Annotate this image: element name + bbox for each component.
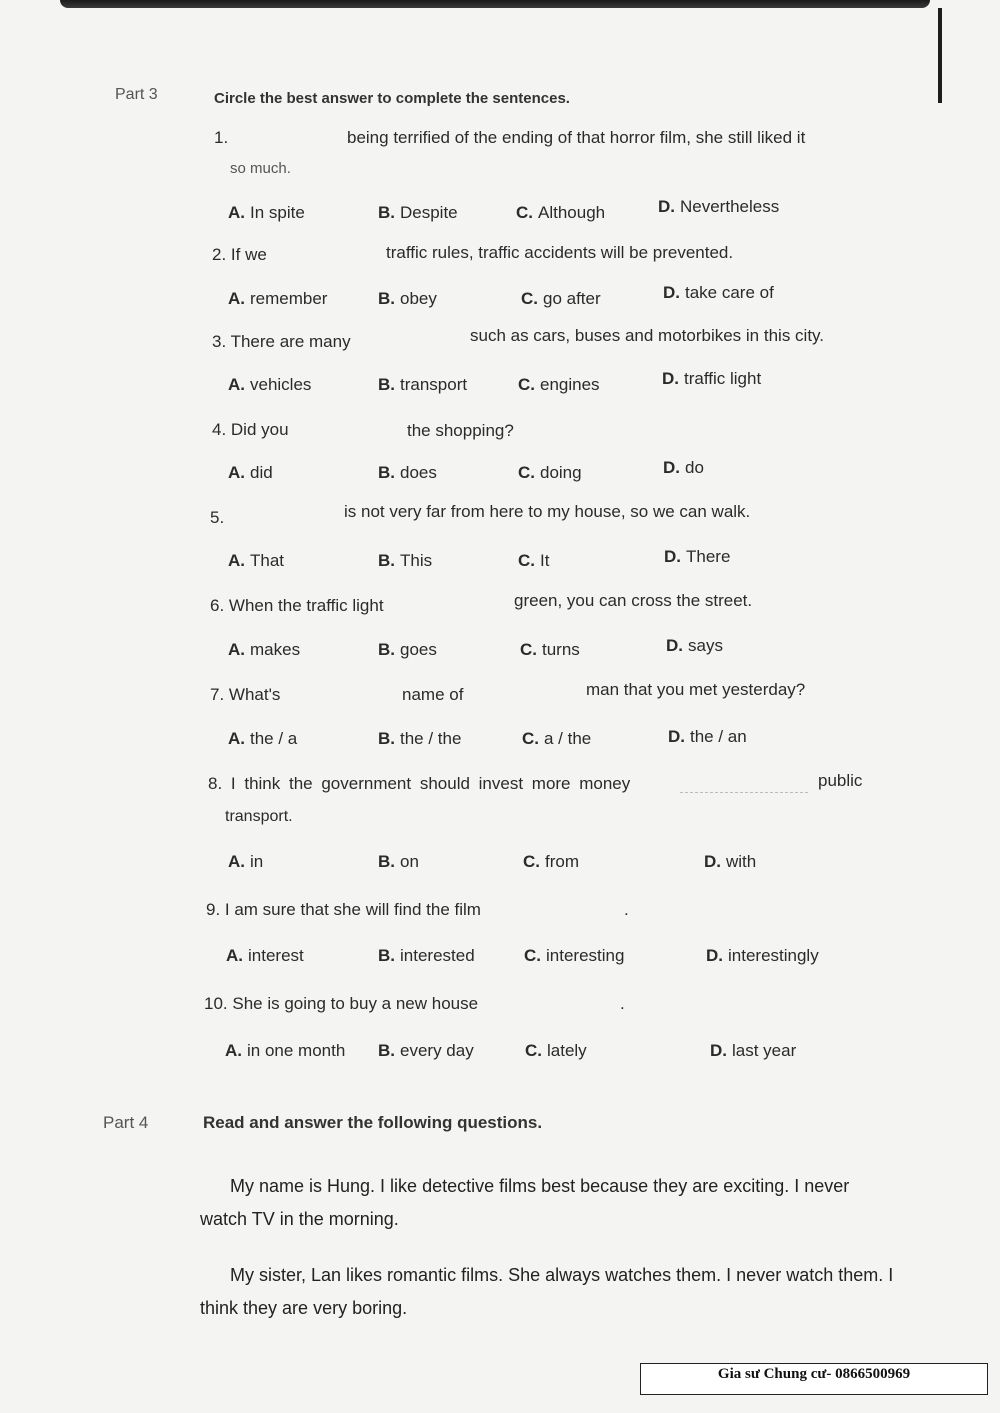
q9-option-c[interactable]: C. interesting <box>524 946 625 965</box>
q3-text-start: 3. There are many <box>212 332 351 351</box>
q6-option-c[interactable]: C. turns <box>520 640 580 659</box>
q5-options <box>228 547 868 575</box>
q8-option-d[interactable]: D. with <box>704 852 757 871</box>
q3-text-end: such as cars, buses and motorbikes in this city. <box>470 326 825 345</box>
q10-option-c[interactable]: C. lately <box>525 1041 587 1060</box>
q6-option-a[interactable]: A. makes <box>228 640 301 659</box>
footer-watermark-box <box>640 1363 988 1395</box>
q8-text-cont: transport. <box>225 808 293 825</box>
q3-option-a[interactable]: A. vehicles <box>228 375 312 394</box>
top-scan-edge <box>60 0 930 8</box>
q9-option-b[interactable]: B. interested <box>378 946 475 965</box>
q7-option-b[interactable]: B. the / the <box>378 729 462 748</box>
q7-text-start: 7. What's <box>210 685 281 704</box>
q1-option-a[interactable]: A. In spite <box>228 203 305 222</box>
q10-option-a[interactable]: A. in one month <box>225 1041 346 1060</box>
q8-option-c[interactable]: C. from <box>523 852 579 871</box>
q10-option-d[interactable]: D. last year <box>710 1041 797 1060</box>
q10-text-start: 10. She is going to buy a new house <box>204 994 479 1013</box>
q4-options <box>228 458 868 487</box>
q6-options <box>228 636 868 664</box>
q10-options <box>225 1041 868 1065</box>
q3-option-d[interactable]: D. traffic light <box>662 369 762 388</box>
q1-option-c[interactable]: C. Although <box>516 203 606 222</box>
q4-text-start: 4. Did you <box>212 420 289 439</box>
q6-text-end: green, you can cross the street. <box>514 591 753 610</box>
q7-options <box>228 729 868 753</box>
q1-options <box>228 197 868 227</box>
q9-text-end: . <box>624 900 629 919</box>
q3-options <box>228 369 868 399</box>
q8-option-a[interactable]: A. in <box>228 852 264 871</box>
q6-option-b[interactable]: B. goes <box>378 640 437 659</box>
q1-text-cont: so much. <box>230 160 291 177</box>
reading-paragraph-1: My name is Hung. I like detective films best because they are exciting. I never watch TV in the morning. <box>200 1176 850 1229</box>
q9-text-start: 9. I am sure that she will find the film <box>206 900 481 919</box>
q2-option-c[interactable]: C. go after <box>521 289 601 308</box>
q4-text-end: the shopping? <box>407 421 514 440</box>
q5-option-d[interactable]: D. There <box>664 547 731 566</box>
q2-option-b[interactable]: B. obey <box>378 289 437 308</box>
part3-instruction: Circle the best answer to complete the sentences. <box>214 90 570 107</box>
q2-option-a[interactable]: A. remember <box>228 289 328 308</box>
q5-option-a[interactable]: A. That <box>228 551 285 570</box>
q5-option-b[interactable]: B. This <box>378 551 433 570</box>
part3-label: Part 3 <box>115 86 158 103</box>
q3-option-b[interactable]: B. transport <box>378 375 468 394</box>
footer-text: Gia sư Chung cư- 0866500969 <box>717 1366 911 1382</box>
q4-option-c[interactable]: C. doing <box>518 463 582 482</box>
q8-blank <box>680 778 808 793</box>
q8-option-b[interactable]: B. on <box>378 852 419 871</box>
q1-option-d[interactable]: D. Nevertheless <box>658 197 780 216</box>
q4-option-b[interactable]: B. does <box>378 463 437 482</box>
q9-options <box>228 946 868 970</box>
q6-text-start: 6. When the traffic light <box>210 596 384 615</box>
q2-text-start: 2. If we <box>212 245 267 264</box>
q7-option-d[interactable]: D. the / an <box>668 727 747 746</box>
q3-option-c[interactable]: C. engines <box>518 375 600 394</box>
q2-options <box>228 283 868 313</box>
q7-text-end: man that you met yesterday? <box>586 680 806 699</box>
q1-option-b[interactable]: B. Despite <box>378 203 458 222</box>
q6-option-d[interactable]: D. says <box>666 636 723 655</box>
q5-text: is not very far from here to my house, so we can walk. <box>344 502 751 521</box>
q8-text-end: public <box>818 771 863 790</box>
q9-option-d[interactable]: D. interestingly <box>706 946 819 965</box>
q1-text: being terrified of the ending of that horror film, she still liked it <box>347 128 806 147</box>
reading-paragraph-2: My sister, Lan likes romantic films. She always watches them. I never watch them. I think they are very boring. <box>200 1265 894 1318</box>
q7-option-a[interactable]: A. the / a <box>228 729 298 748</box>
q10-option-b[interactable]: B. every day <box>378 1041 474 1060</box>
q2-text-end: traffic rules, traffic accidents will be prevented. <box>386 243 734 262</box>
q4-option-a[interactable]: A. did <box>228 463 273 482</box>
q1-number: 1. <box>214 128 229 147</box>
right-scan-edge <box>938 8 942 103</box>
q5-number: 5. <box>210 508 225 527</box>
part4-instruction: Read and answer the following questions. <box>203 1113 543 1132</box>
q8-options <box>228 852 868 876</box>
q9-option-a[interactable]: A. interest <box>226 946 304 965</box>
q8-text-start: 8. I think the government should invest more money <box>208 774 631 793</box>
q7-option-c[interactable]: C. a / the <box>522 729 592 748</box>
q4-option-d[interactable]: D. do <box>663 458 704 477</box>
q2-option-d[interactable]: D. take care of <box>663 283 774 302</box>
q7-text-mid: name of <box>402 685 464 704</box>
q5-option-c[interactable]: C. It <box>518 551 550 570</box>
part4-label: Part 4 <box>103 1113 149 1132</box>
q10-text-end: . <box>620 994 625 1013</box>
